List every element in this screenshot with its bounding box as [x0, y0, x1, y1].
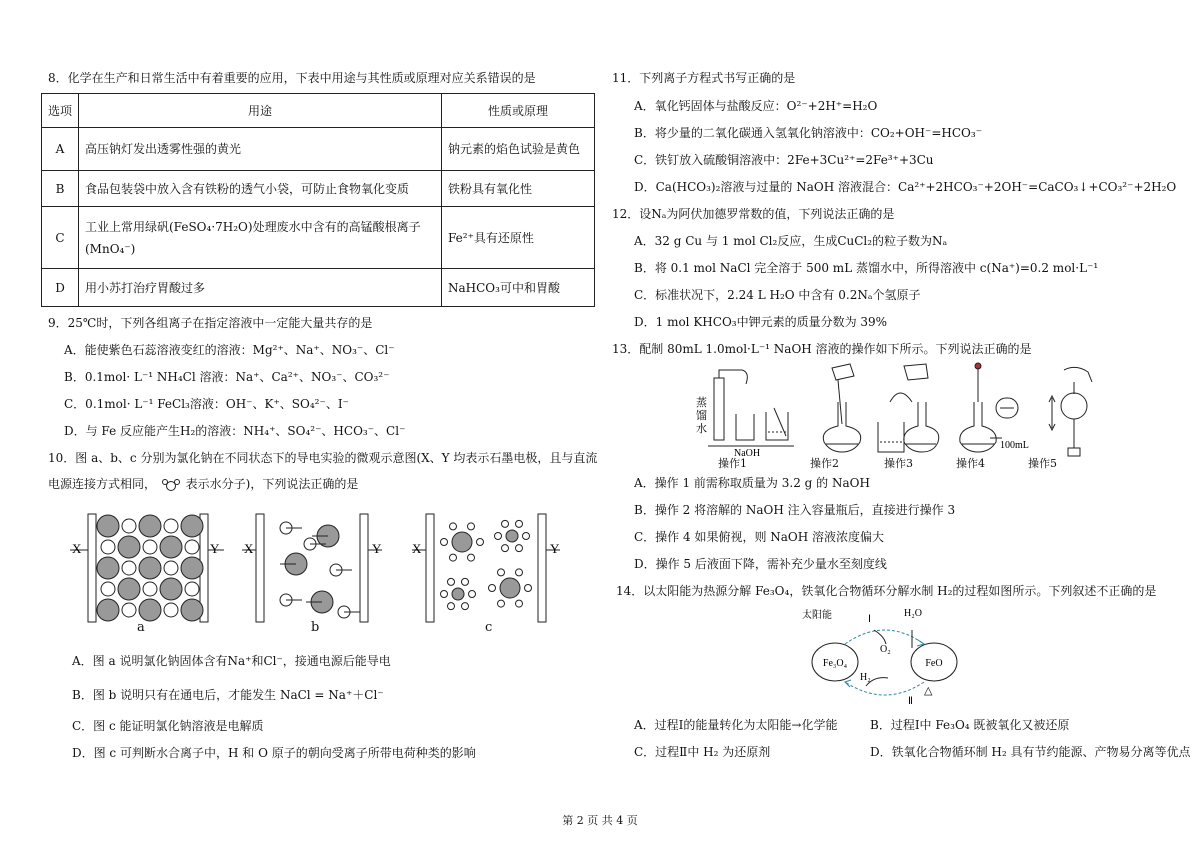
h2o-label: H₂O [904, 608, 922, 619]
chloride-ion-icon [118, 536, 140, 558]
sodium-ion-icon [101, 540, 115, 554]
q14-option-c: C．过程Ⅱ中 H₂ 为还原剂 [634, 745, 771, 759]
q14-option-d: D．铁氧化合物循环制 H₂ 具有节约能源、产物易分离等优点 [870, 745, 1191, 759]
operation-2-apparatus [823, 364, 860, 452]
q9-option-c: C．0.1mol· L⁻¹ FeCl₃溶液：OH⁻、K⁺、SO₄²⁻、I⁻ [64, 397, 349, 411]
table-cell: Fe²⁺具有还原性 [442, 207, 595, 269]
operation-4-apparatus [960, 363, 1018, 452]
water-molecule-icon [502, 545, 509, 552]
water-molecule-icon [516, 520, 523, 527]
chloride-ion-icon [139, 515, 161, 537]
q10-stem-part: 电源连接方式相同， [48, 477, 157, 491]
panel-c-label: c [485, 620, 493, 635]
water-molecule-icon [462, 603, 469, 610]
chloride-ion-icon [181, 599, 203, 621]
chloride-ion-icon [160, 578, 182, 600]
q13-option-b: B．操作 2 将溶解的 NaOH 注入容量瓶后，直接进行操作 3 [634, 503, 956, 517]
water-molecule-icon [441, 539, 448, 546]
q11-option-a: A．氧化钙固体与盐酸反应：O²⁻+2H⁺=H₂O [634, 99, 878, 113]
q10-option-a: A．图 a 说明氯化钠固体含有Na⁺和Cl⁻，接通电源后能导电 [72, 654, 391, 668]
table-cell-line: (MnO₄⁻) [85, 241, 136, 256]
step-label: 操作2 [810, 457, 839, 470]
electrode-y-label: Y [372, 541, 382, 556]
q10-option-d: D．图 c 可判断水合离子中，H 和 O 原子的朝向受离子所带电荷种类的影响 [72, 746, 476, 760]
water-molecule-icon [468, 523, 475, 530]
table-cell: 食品包装袋中放入含有铁粉的透气小袋，可防止食物氧化变质 [79, 171, 442, 207]
naoh-label: NaOH [734, 448, 761, 459]
table-cell [79, 207, 442, 269]
q8-stem: 8．化学在生产和日常生活中有着重要的应用，下表中用途与其性质或原理对应关系错误的是 [48, 71, 536, 85]
table-cell-line: 工业上常用绿矾(FeSO₄·7H₂O)处理废水中含有的高锰酸根离子 [85, 219, 421, 234]
step-label: 操作1 [718, 457, 747, 470]
sodium-ion-icon [185, 540, 199, 554]
panel-c [412, 514, 560, 622]
water-molecule-icon [498, 600, 505, 607]
water-molecule-icon [441, 591, 448, 598]
table-cell: 用小苏打治疗胃酸过多 [79, 269, 442, 307]
table-cell: 高压钠灯发出透雾性强的黄光 [79, 128, 442, 171]
electrode-x-label: X [72, 541, 82, 556]
q12-option-a: A．32 g Cu 与 1 mol Cl₂反应，生成CuCl₂的粒子数为Nₐ [634, 234, 948, 248]
water-molecule-icon [469, 591, 476, 598]
chloride-ion-icon [97, 515, 119, 537]
water-molecule-icon [450, 523, 457, 530]
panel-a-label: a [137, 620, 145, 635]
panel-a [70, 514, 224, 622]
water-molecule-icon [468, 554, 475, 561]
q9-option-d: D．与 Fe 反应能产生H₂的溶液：NH₄⁺、SO₄²⁻、HCO₃⁻、Cl⁻ [64, 424, 406, 438]
table-row [42, 269, 595, 307]
q12-option-d: D．1 mol KHCO₃中钾元素的质量分数为 39% [634, 315, 888, 329]
step-one-label: Ⅰ [868, 614, 871, 625]
electrode-y-label: Y [550, 541, 560, 556]
water-molecule-icon [448, 603, 455, 610]
q9-option-a: A．能使紫色石蕊溶液变红的溶液：Mg²⁺、Na⁺、NO₃⁻、Cl⁻ [64, 343, 395, 357]
chloride-ion-icon [181, 515, 203, 537]
q10-diagram [60, 508, 580, 638]
step-label: 操作5 [1028, 457, 1057, 470]
table-cell: NaHCO₃可中和胃酸 [442, 269, 595, 307]
q9-option-b: B．0.1mol· L⁻¹ NH₄Cl 溶液：Na⁺、Ca²⁺、NO₃⁻、CO₃²⁻ [64, 370, 390, 384]
operation-3-apparatus [878, 364, 939, 452]
sodium-ion-icon [185, 582, 199, 596]
q9-stem: 9．25℃时，下列各组离子在指定溶液中一定能大量共存的是 [48, 316, 373, 330]
table-cell: A [42, 128, 79, 171]
q12-stem: 12．设Nₐ为阿伏加德罗常数的值，下列说法正确的是 [612, 207, 895, 221]
hydrated-chloride-ion-icon [500, 578, 520, 598]
water-label: 水 [696, 423, 707, 435]
o2-label: O₂ [880, 644, 891, 655]
water-molecule-icon [477, 539, 484, 546]
panel-b [242, 514, 382, 622]
water-molecule-icon [450, 554, 457, 561]
q10-option-b: B．图 b 说明只有在通电后，才能发生 NaCl = Na⁺＋Cl⁻ [72, 688, 384, 702]
q13-stem: 13．配制 80mL 1.0mol·L⁻¹ NaOH 溶液的操作如下所示。下列说法正确的是 [612, 342, 1032, 356]
sodium-ion-icon [164, 561, 178, 575]
water-molecule-icon [495, 533, 502, 540]
table-cell: 铁粉具有氧化性 [442, 171, 595, 207]
panel-b-label: b [311, 620, 320, 635]
table-row [42, 171, 595, 207]
water-molecule-icon [462, 578, 469, 585]
q11-option-c: C．铁钉放入硫酸铜溶液中：2Fe+3Cu²⁺=2Fe³⁺+3Cu [634, 153, 934, 167]
water-molecule-icon [502, 520, 509, 527]
chloride-ion-icon [118, 578, 140, 600]
chloride-ion-icon [97, 599, 119, 621]
step-two-label: Ⅱ [908, 696, 913, 707]
water-label: 馏 [696, 410, 707, 422]
table-cell: C [42, 207, 79, 269]
q13-option-d: D．操作 5 后液面下降，需补充少量水至刻度线 [634, 557, 887, 571]
water-molecule-icon [516, 600, 523, 607]
water-molecule-icon [160, 478, 182, 492]
sun-label: 太阳能 [802, 610, 832, 621]
table-cell: 钠元素的焰色试验是黄色 [442, 128, 595, 171]
q10-option-c: C．图 c 能证明氯化钠溶液是电解质 [72, 719, 264, 733]
feo-node: FeO [925, 658, 943, 669]
electrode-x-label: X [412, 541, 422, 556]
water-molecule-icon [448, 578, 455, 585]
step-label: 操作3 [884, 457, 913, 470]
sodium-ion-icon [164, 603, 178, 617]
q10-stem-line2 [48, 476, 358, 492]
q14-diagram [800, 600, 980, 710]
chloride-ion-icon [139, 557, 161, 579]
sodium-ion-icon [122, 603, 136, 617]
chloride-ion-icon [160, 536, 182, 558]
sodium-ion-icon [122, 561, 136, 575]
step-label: 操作4 [956, 457, 985, 470]
q11-stem: 11．下列离子方程式书写正确的是 [612, 71, 796, 85]
water-molecule-icon [489, 585, 496, 592]
q10-stem-line1: 10．图 a、b、c 分别为氯化钠在不同状态下的导电实验的微观示意图(X、Y 均表示石墨电极，且与直流 [48, 451, 598, 465]
table-header-cell: 用途 [79, 94, 442, 128]
water-molecule-icon [525, 585, 532, 592]
sodium-ion-icon [101, 582, 115, 596]
q14-option-b: B．过程Ⅰ中 Fe₃O₄ 既被氧化又被还原 [870, 718, 1070, 732]
q11-option-b: B．将少量的二氧化碳通入氢氧化钠溶液中：CO₂+OH⁻=HCO₃⁻ [634, 126, 983, 140]
q14-option-a: A．过程Ⅰ的能量转化为太阳能→化学能 [634, 718, 838, 732]
sodium-ion-icon [143, 582, 157, 596]
hydrated-sodium-ion-icon [506, 530, 518, 542]
electrode-y-label: Y [210, 541, 220, 556]
q12-option-c: C．标准状况下，2.24 L H₂O 中含有 0.2Nₐ个氢原子 [634, 288, 921, 302]
table-cell: D [42, 269, 79, 307]
hydrated-sodium-ion-icon [452, 588, 464, 600]
q10-stem-part: 表示水分子)，下列说法正确的是 [185, 477, 359, 491]
heat-symbol: △ [924, 685, 933, 697]
table-header-cell: 选项 [42, 94, 79, 128]
water-molecule-icon [523, 533, 530, 540]
q13-option-c: C．操作 4 如果俯视，则 NaOH 溶液浓度偏大 [634, 530, 885, 544]
water-label: 蒸 [696, 397, 707, 409]
q13-option-a: A．操作 1 前需称取质量为 3.2 g 的 NaOH [634, 476, 870, 490]
h2-label: H₂ [860, 672, 871, 683]
sodium-ion-icon [164, 519, 178, 533]
operation-5-apparatus [1049, 367, 1092, 456]
fe3o4-node: Fe₃O₄ [822, 658, 848, 669]
table-cell: B [42, 171, 79, 207]
table-row [42, 207, 595, 269]
q8-table [41, 93, 595, 307]
water-molecule-icon [516, 545, 523, 552]
water-molecule-icon [498, 569, 505, 576]
table-header-cell: 性质或原理 [442, 94, 595, 128]
chloride-ion-icon [139, 599, 161, 621]
chloride-ion-icon [97, 557, 119, 579]
chloride-ion-icon [181, 557, 203, 579]
hydrated-chloride-ion-icon [452, 532, 472, 552]
sodium-ion-icon [122, 519, 136, 533]
water-molecule-icon [516, 569, 523, 576]
q14-stem: 14．以太阳能为热源分解 Fe₃O₄，铁氧化合物循环分解水制 H₂的过程如图所示。下列叙述不正确的是 [616, 584, 1157, 598]
sodium-ion-icon [143, 540, 157, 554]
electrode-x-label: X [244, 541, 254, 556]
volume-label: 100mL [1000, 440, 1029, 451]
q12-option-b: B．将 0.1 mol NaCl 完全溶于 500 mL 蒸馏水中，所得溶液中 c(Na⁺)=0.2 mol·L⁻¹ [634, 261, 1099, 275]
page-footer: 第 2 页 共 4 页 [562, 814, 638, 827]
q11-option-d: D．Ca(HCO₃)₂溶液与过量的 NaOH 溶液混合：Ca²⁺+2HCO₃⁻+2OH⁻=CaCO₃↓+CO₃²⁻+2H₂O [634, 180, 1177, 194]
operation-1-apparatus [708, 370, 794, 446]
table-row [42, 128, 595, 171]
table-header-row [42, 94, 595, 128]
